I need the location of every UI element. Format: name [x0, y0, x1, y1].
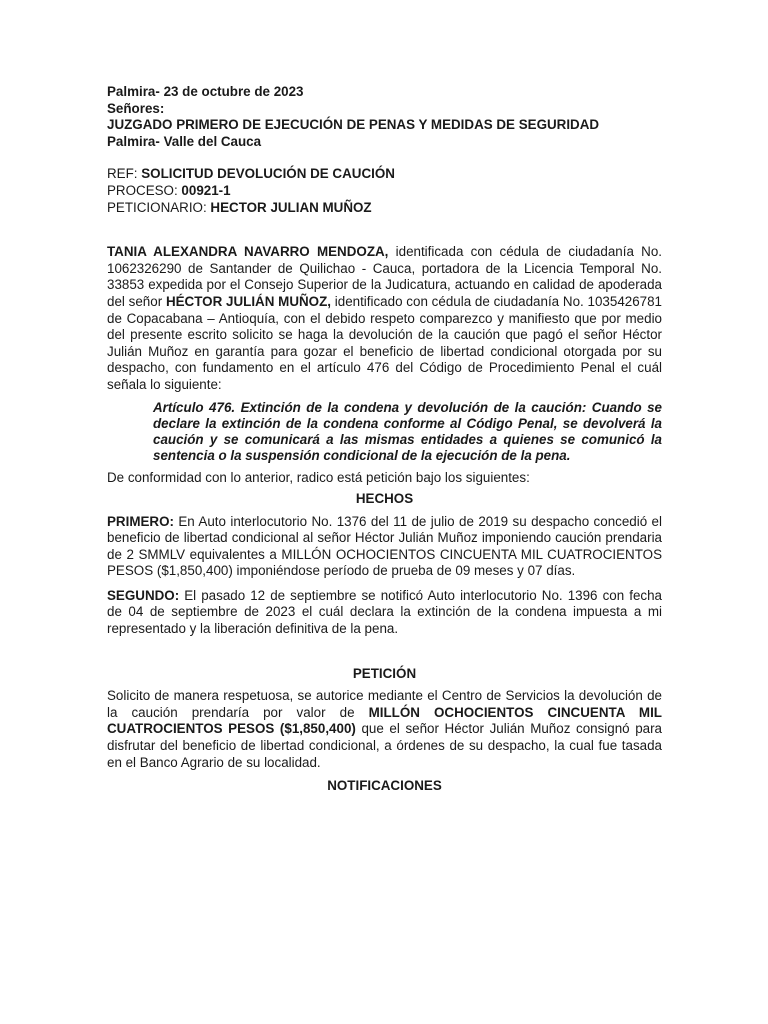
ref-line	[107, 166, 662, 183]
court-city: Palmira- Valle del Cauca	[107, 133, 262, 149]
peticionario-line	[107, 200, 662, 217]
hecho-segundo	[107, 588, 662, 638]
greeting: Señores:	[107, 100, 165, 116]
proceso-label: PROCESO:	[107, 182, 182, 198]
intro-text-2: identificado con cédula de ciudadanía No. 1035426781 de Copacabana – Antioquía, con el debido respeto comparezco y manifiesto que por medio del presente escrito solicito se haga la devolución de la caución que pagó el señor Héctor Julián Muñoz en garantía para gozar el beneficio de libertad condicional otorgada por su despacho, con fundamento en el artículo 476 del Código de Procedimiento Penal el cuál señala lo siguiente:	[107, 293, 663, 392]
primero-label: PRIMERO:	[107, 513, 174, 529]
intro-text-1: identificada con cédula de ciudadanía No. 1062326290 de Santander de Quilichao - Cauca, portadora de la Licencia Temporal No. 33853 expedida por el Consejo Superior de la Judicatura, actuando en calidad de apoderada del señor	[107, 244, 662, 309]
intro-paragraph	[107, 244, 662, 393]
segundo-label: SEGUNDO:	[107, 587, 180, 603]
segundo-text: El pasado 12 de septiembre se notificó Auto interlocutorio No. 1396 con fecha de 04 de septiembre de 2023 el cuál declara la extinción de la condena impuesta a mi representado y la liberación definitiva de la pena.	[107, 587, 662, 637]
court-name: JUZGADO PRIMERO DE EJECUCIÓN DE PENAS Y MEDIDAS DE SEGURIDAD	[107, 117, 600, 133]
notificaciones-heading: NOTIFICACIONES	[327, 778, 442, 794]
letter-header	[107, 84, 662, 150]
peticion-text-2: que el señor Héctor Julián Muñoz consignó para disfrutar del beneficio de libertad condicional, a órdenes de su despacho, la cual fue tasada en el Banco Agrario de su localidad.	[107, 721, 663, 770]
place-date: Palmira- 23 de octubre de 2023	[107, 84, 304, 99]
article-quote: Artículo 476. Extinción de la condena y devolución de la caución: Cuando se declare la extinción de la condena conforme al Código Penal, se devolverá la caución y se comunicará a las mismas entidades a quienes se comunicó la sentencia o la suspensión condicional de la ejecución de la pena.	[153, 399, 662, 464]
reference-block	[107, 166, 662, 216]
client-name: HÉCTOR JULIÁN MUÑOZ,	[165, 293, 331, 309]
peticion-amount: MILLÓN OCHOCIENTOS CINCUENTA MIL CUATROCIENTOS PESOS ($1,850,400)	[107, 704, 662, 737]
peticionario-label: PETICIONARIO:	[107, 199, 211, 215]
hechos-heading: HECHOS	[355, 490, 414, 506]
conformity-text: De conformidad con lo anterior, radico está petición bajo los siguientes:	[107, 470, 530, 486]
hecho-primero	[107, 514, 662, 580]
peticion-text-1: Solicito de manera respetuosa, se autorice mediante el Centro de Servicios la devolución de la caución prendaría por valor de	[107, 688, 662, 720]
proceso-line	[107, 183, 662, 200]
peticion-heading: PETICIÓN	[352, 665, 417, 681]
proceso-value: 00921-1	[181, 182, 231, 198]
ref-label: REF:	[107, 166, 142, 182]
ref-value: SOLICITUD DEVOLUCIÓN DE CAUCIÓN	[141, 166, 395, 182]
peticionario-value: HECTOR JULIAN MUÑOZ	[210, 199, 372, 215]
peticion-paragraph	[107, 688, 662, 771]
attorney-name: TANIA ALEXANDRA NAVARRO MENDOZA,	[107, 244, 389, 260]
primero-text: En Auto interlocutorio No. 1376 del 11 de julio de 2019 su despacho concedió el beneficio de libertad condicional al señor Héctor Julián Muñoz imponiendo caución prendaria de 2 SMMLV equivalentes a MILLÓN OCHOCIENTOS CINCUENTA MIL CUATROCIENTOS PESOS ($1,850,400) imponiéndose período de prueba de 09 meses y 07 días.	[107, 513, 662, 579]
